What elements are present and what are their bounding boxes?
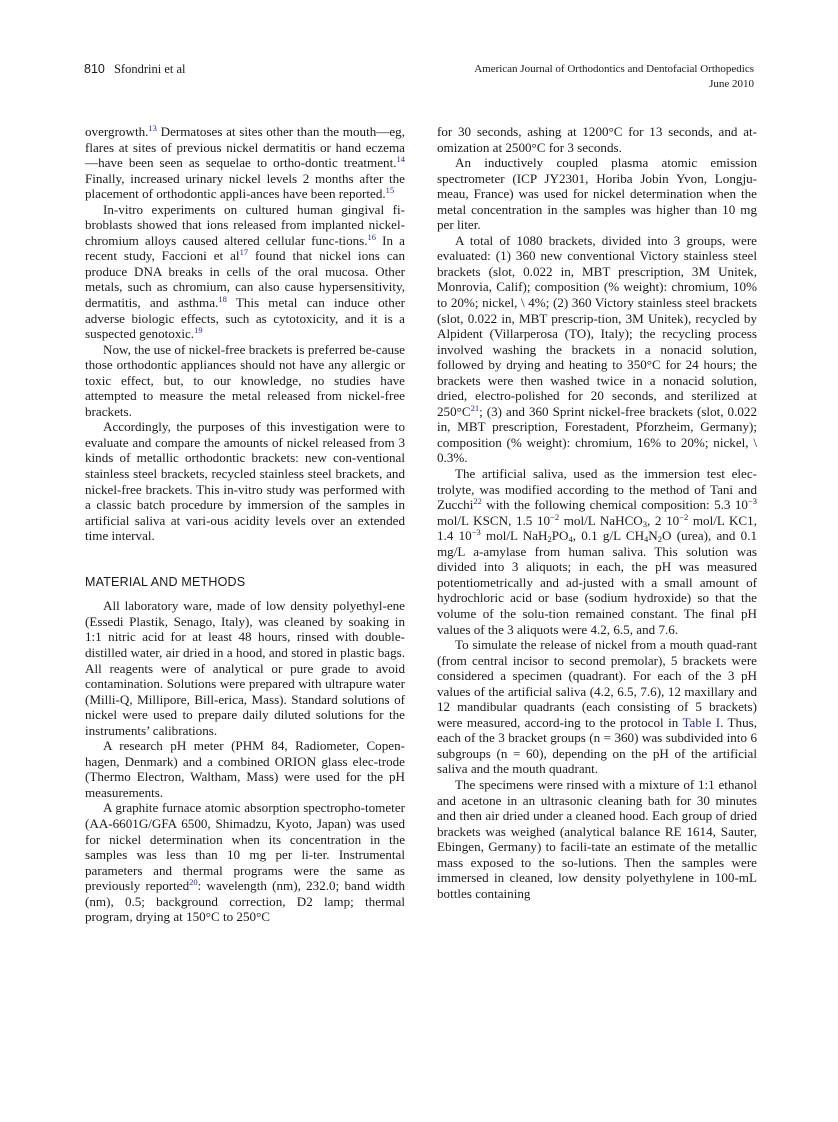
citation-link[interactable]: 19 [194,325,203,336]
text: Dermatoses at sites other than the mouth—eg, flares at sites of previous nickel dermatitis or hand eczema—have been seen as sequelae to ortho-dontic treatment. [85,124,405,171]
citation-link[interactable]: 21 [470,402,480,413]
paragraph: A research pH meter (PHM 84, Radiometer, Copen-hagen, Denmark) and a combined ORION glass elec-trode (Thermo Electron, Waltham, Mass) were used for the pH measurements. [85,738,405,800]
left-column [85,124,405,925]
text: mol/L NaH [480,528,548,544]
paragraph [437,466,757,637]
text: In a recent study, Faccioni et al [85,232,405,264]
paragraph [85,800,405,924]
citation-link[interactable]: 20 [189,877,198,888]
paragraph [85,124,405,202]
citation-link[interactable]: 13 [148,123,157,133]
text: mol/L NaHCO [559,512,643,528]
text: The artificial saliva, used as the immersion test elec-trolyte, was modified according to the method of Tani and Zucchi [437,466,757,513]
paragraph: Accordingly, the purposes of this investigation were to evaluate and compare the amounts of nickel released from 3 kinds of metallic orthodontic brackets: new con-ventional stainless steel brackets, recycled stainless steel brackets, and nickel-free brackets. This in-vitro study was performed with a classic batch procedure by immersion of the samples in artificial saliva at vari-ous acidity levels over an extended time interval. [85,419,405,544]
citation-link[interactable]: 17 [239,247,249,258]
citation-link[interactable]: 15 [385,185,395,196]
citation-link[interactable]: 18 [218,294,227,305]
text: found that nickel ions can produce DNA breaks in cells of the oral mucosa. Other metals, such as chromium, can also cause hypersensitivity, dermatitis, and asthma. [85,248,406,311]
text: PO [551,528,569,544]
journal-title: American Journal of Orthodontics and Dentofacial Orthopedics [474,63,754,75]
issue-date: June 2010 [709,78,754,90]
text: , 0.1 g/L CH [572,528,645,544]
subscript: 4 [644,534,649,545]
section-heading: MATERIAL AND METHODS [85,574,246,589]
text: with the following chemical composition: 5.3 10 [481,497,748,513]
text: This metal can induce other adverse biologic effects, such as cytotoxicity, and it is a suspected genotoxic. [85,295,406,342]
text: . Thus, each of the 3 bracket groups (n = 360) was subdivided into 6 subgroups (n = 60), depending on the pH of the artificial saliva and the mouth quadrant. [437,714,757,777]
text: In-vitro experiments on cultured human gingival fi-broblasts showed that ions released from implanted nickel-chromium alloys caused altered cellular func-tions. [85,201,405,248]
running-head [84,62,754,96]
text: A graphite furnace atomic absorption spectropho-tometer (AA-6601G/GFA 6500, Shimadzu, Kyoto, Japan) was used for nickel determination when its concentration in the samples was less than 10 mg per li-ter. Instrumental parameters and thermal programs were the same as previously reported [85,800,405,894]
subscript: 2 [547,534,552,545]
exponent: −2 [679,511,689,522]
exponent: −3 [471,527,481,538]
text: Finally, increased urinary nickel levels 2 months after the placement of orthodontic appli-ances have been reported. [85,170,405,202]
page-number: 810 [84,62,105,76]
paragraph: for 30 seconds, ashing at 1200°C for 13 seconds, and at-omization at 2500°C for 3 seconds. [437,124,757,155]
text: A total of 1080 brackets, divided into 3 groups, were evaluated: (1) 360 new conventional Victory stainless steel brackets (slot, 0.022 in, MBT prescription, 3M Unitek, Monrovia, Calif); composition (% weight): chromium, 10% to 20%; nickel, \ 4%; (2) 360 Victory stainless steel brackets (slot, 0.022 in, MBT prescrip-tion, 3M Unitek), recycled by Alpident (Villarperosa (TO), Italy); the recycling process involved washing the brackets in a nonacid solution, followed by drying and heating to 350°C for 24 hours; the brackets were then washed twice in a nonacid solution, dried, electro-polished for 20 seconds, and sterilized at 250°C [437,232,757,419]
subscript: 3 [642,518,648,529]
right-column [437,124,757,901]
text: To simulate the release of nickel from a mouth quad-rant (from central incisor to second premolar), 5 brackets were considered a specimen (quadrant). For each of the 3 pH values of the artificial saliva (4.2, 6.5, 7.6), 12 maxillary and 12 mandibular quadrants (each consisting of 5 brackets) were measured, accord-ing to the protocol in [437,637,757,730]
paragraph [85,202,405,342]
paragraph [437,637,757,777]
text: mol/L KSCN, 1.5 10 [437,512,551,528]
text: overgrowth. [85,124,149,139]
exponent: −2 [550,511,560,522]
subscript: 2 [657,534,663,545]
text: O (urea), and 0.1 mg/L a-amylase from human saliva. This solution was divided into 3 aliquots; in each, the pH was measured potentiometrically and ad-justed with a small amount of hydrochloric acid or base (sodium hydroxide) so that the volume of the solu-tion remained constant. The final pH values of the 3 aliquots were 4.2, 6.5, and 7.6. [437,528,758,637]
subscript: 4 [568,534,573,545]
author-line: Sfondrini et al [113,62,186,76]
table-link[interactable]: Table I [682,714,721,730]
text: mol/L KC1, 1.4 10 [437,512,757,544]
running-head-left [84,62,186,77]
text: ; (3) and 360 Sprint nickel-free brackets (slot, 0.022 in, MBT prescription, Forestadent, Pforzheim, Germany); composition (% weight): chromium, 16% to 20%; nickel, \ 0.3%. [437,403,757,466]
running-head-right [474,62,754,92]
citation-link[interactable]: 14 [396,154,405,165]
paragraph: The specimens were rinsed with a mixture of 1:1 ethanol and acetone in an ultrasonic cleaning bath for 30 minutes and then air dried under a cleaned hood. Each group of dried brackets was weighed (analytical balance RE 1614, Sauter, Ebingen, Germany) to facili-tate an estimate of the metallic mass exposed to the so-lutions. Then the samples were immersed in cleaned, low density polyethylene in 100-mL bottles containing [437,776,757,901]
text: N [648,528,658,544]
text: : wavelength (nm), 232.0; band width (nm), 0.5; background correction, D2 lamp; thermal program, drying at 150°C to 250°C [85,878,405,925]
paragraph [437,233,757,466]
paragraph: All laboratory ware, made of low density polyethyl-ene (Essedi Plastik, Senago, Italy), was cleaned by soaking in 1:1 nitric acid for at least 48 hours, rinsed with double-distilled water, air dried in a hood, and stored in plastic bags. All reagents were of analytical or pure grade to avoid contamination. Solutions were prepared with ultrapure water (Milli-Q, Millipore, Bill-erica, Mass). Standard solutions of nickel were used to prepare daily diluted solutions for the instruments’ calibrations. [85,598,405,738]
citation-link[interactable]: 22 [473,496,482,507]
text: , 2 10 [647,512,680,528]
paragraph: Now, the use of nickel-free brackets is preferred be-cause those orthodontic appliances should not have any allergic or toxic effect, but, to our knowledge, no studies have attempted to measure the metal released from nickel-free brackets. [85,341,405,419]
exponent: −3 [747,496,757,507]
citation-link[interactable]: 16 [367,231,377,242]
paragraph: An inductively coupled plasma atomic emission spectrometer (ICP JY2301, Horiba Jobin Yvon, Longju-meau, France) was used for nickel determination when the metal concentration in the samples was higher than 10 mg per liter. [437,155,757,233]
